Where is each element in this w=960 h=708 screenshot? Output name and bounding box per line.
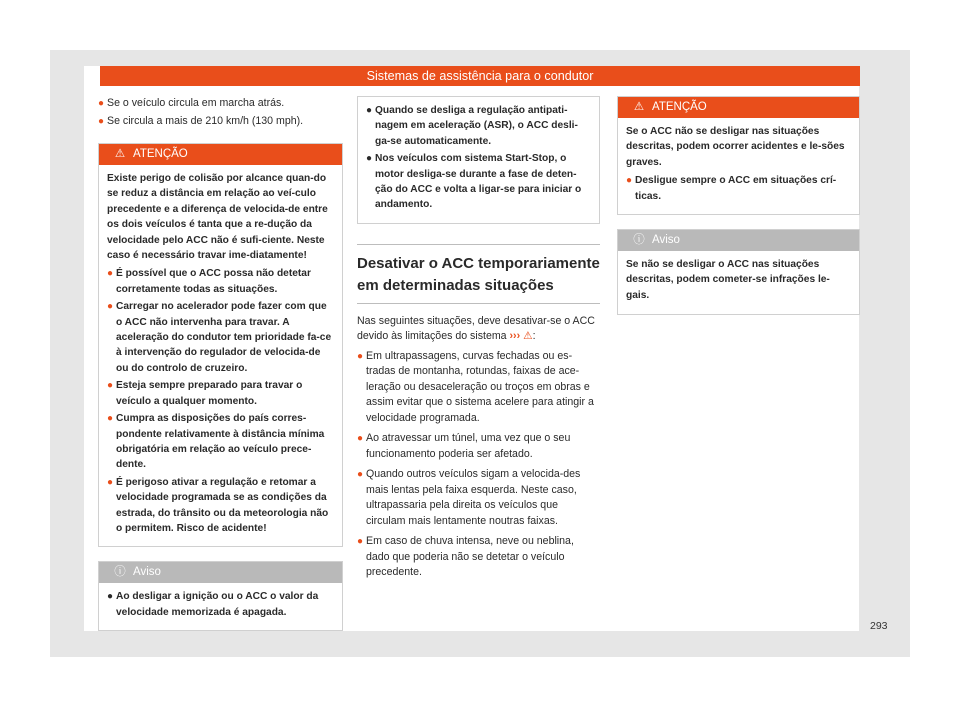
warning-header: ⚠ ATENÇÃO (99, 144, 342, 165)
note-box (617, 229, 860, 315)
warning-item: ● É perigoso ativar a regulação e retomar a velocidade programada se as condições da estrada, do trânsito ou da meteorologia não o permitem. Risco de acidente! (107, 476, 329, 534)
section-heading: Desativar o ACC temporariamente em determinadas situações (357, 244, 600, 304)
section-body (357, 314, 600, 581)
note-header: ⓘ Aviso (99, 562, 342, 583)
note-text: Se não se desligar o ACC nas situações descritas, podem cometer-se infrações le-gais. (626, 259, 830, 301)
bullet-dot-icon: ● (366, 153, 373, 165)
warning-header: ⚠ ATENÇÃO (618, 97, 859, 118)
list-item: ● Se circula a mais de 210 km/h (130 mph). (98, 114, 343, 130)
bullet-dot-icon: ● (98, 115, 105, 127)
bullet-dot-icon: ● (366, 105, 373, 116)
bullet-dot-icon: ● (357, 350, 364, 362)
section-intro: Nas seguintes situações, deve desativar-se o ACC devido às limitações do sistema ››› ⚠: (357, 314, 595, 343)
warning-item: ● É possível que o ACC possa não detetar corretamente todas as situações. (107, 268, 311, 295)
continued-warning-box (357, 96, 600, 224)
warning-item: ● Carregar no acelerador pode fazer com que o ACC não intervenha para travar. A aceleração do condutor tem prioridade fa-ce à intervenção do regulador de velocida-de ou do controlo de cruzeiro. (107, 301, 332, 374)
info-note-icon: ⓘ (633, 234, 645, 247)
bullet-dot-icon: ● (107, 591, 114, 603)
warning-intro: Existe perigo de colisão por alcance quan-do se reduz a distância em relação ao veí-culo precedente e a diferença de velocida-de entre os dois veículos é tanta que a re-dução da velocidade pelo ACC não é sufi-ciente. Neste caso é necessário travar ime-diatamente! (107, 173, 328, 262)
warning-triangle-icon: ⚠ (523, 330, 533, 343)
warning-triangle-icon: ⚠ (114, 148, 126, 160)
bullet-dot-icon: ● (107, 301, 114, 313)
bullet-dot-icon: ● (98, 98, 105, 109)
note-box (98, 561, 343, 631)
info-note-icon: ⓘ (114, 566, 126, 579)
warning-box (617, 96, 860, 215)
note-body (99, 583, 342, 630)
list-item: ● Em caso de chuva intensa, neve ou neblina, dado que poderia não se detetar o veículo precedente. (357, 535, 574, 579)
header-title: Sistemas de assistência para o condutor (366, 69, 594, 83)
bullet-dot-icon: ● (107, 413, 114, 425)
bullet-dot-icon: ● (107, 476, 114, 488)
warning-item: ● Nos veículos com sistema Start-Stop, o motor desliga-se durante a fase de deten-ção do ACC e volta a ligar-se para iniciar o andamento. (366, 153, 582, 211)
bullet-dot-icon: ● (357, 469, 364, 481)
bullet-dot-icon: ● (626, 175, 633, 187)
bullet-dot-icon: ● (357, 433, 364, 445)
warning-triangle-icon: ⚠ (633, 101, 645, 113)
warning-item: ● Quando se desliga a regulação antipati-nagem em aceleração (ASR), o ACC desli-ga-se automaticamente. (366, 105, 578, 147)
warning-item: ● Desligue sempre o ACC em situações crí-ticas. (626, 175, 837, 202)
note-header: ⓘ Aviso (618, 230, 859, 251)
condition-list (98, 96, 343, 129)
bullet-dot-icon: ● (107, 380, 114, 392)
column-middle (357, 96, 600, 586)
list-item: ● Quando outros veículos sigam a velocida-des mais lentas pela faixa esquerda. Neste caso, ultrapassaria pela direita os veículos que circulam mais lentamente noutras faixas. (357, 468, 581, 527)
warning-box (98, 143, 343, 547)
warning-intro: Se o ACC não se desligar nas situações descritas, podem ocorrer acidentes e le-sões graves. (626, 126, 845, 168)
note-item: ● Ao desligar a ignição ou o ACC o valor da velocidade memorizada é apagada. (107, 591, 319, 618)
warning-body (618, 118, 859, 214)
continued-warning-body (358, 97, 599, 223)
bullet-dot-icon: ● (107, 268, 114, 280)
list-item: ● Em ultrapassagens, curvas fechadas ou es-tradas de montanha, rotundas, faixas de ace-leração ou desaceleração ou troços em obras e assim evitar que o sistema acelere para atingir a velocidade programada. (357, 349, 594, 424)
page-number: 293 (870, 620, 888, 632)
column-left (98, 96, 343, 631)
warning-item: ● Cumpra as disposições do país corres-pondente relativamente à distância mínima obrigatória em relação ao veículo prece-dente. (107, 413, 325, 471)
list-item: ● Se o veículo circula em marcha atrás. (98, 96, 343, 112)
warning-body (99, 165, 342, 546)
column-right (617, 96, 860, 315)
warning-item: ● Esteja sempre preparado para travar o veículo a qualquer momento. (107, 380, 303, 407)
bullet-dot-icon: ● (357, 536, 364, 548)
cross-reference-link[interactable]: ››› (509, 330, 521, 343)
page-header (100, 66, 860, 86)
note-body (618, 251, 859, 314)
list-item: ● Ao atravessar um túnel, uma vez que o seu funcionamento poderia ser afetado. (357, 432, 571, 460)
